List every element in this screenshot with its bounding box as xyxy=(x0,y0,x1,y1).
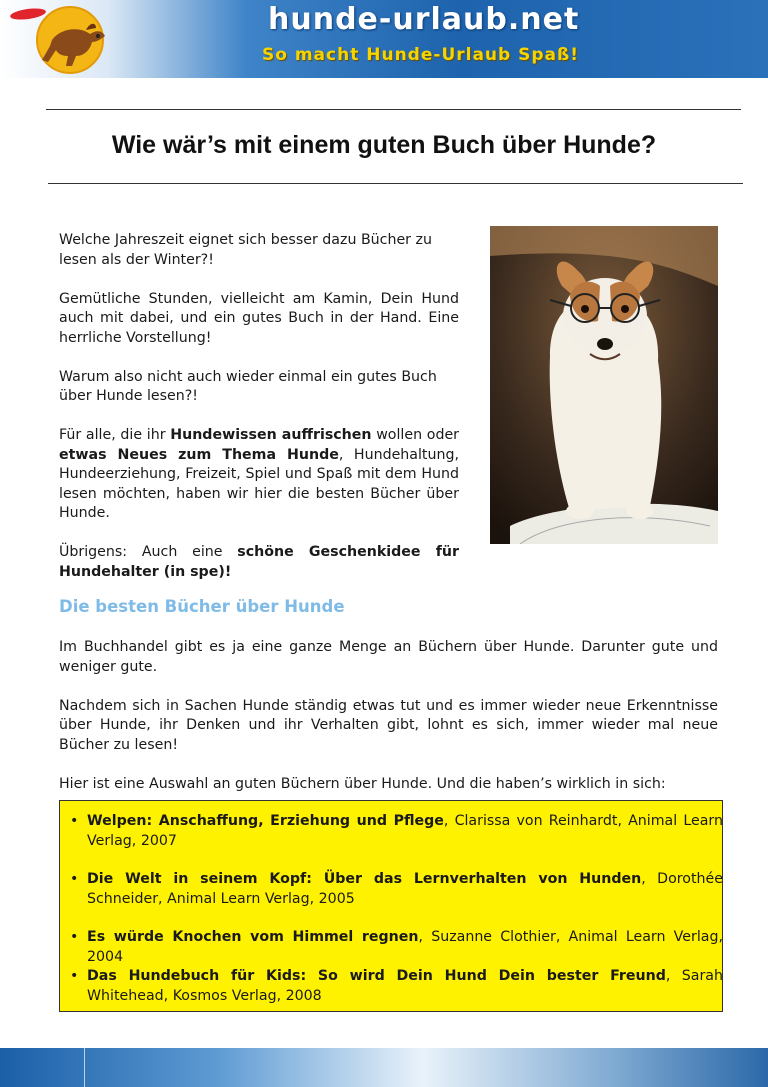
dog-logo-icon xyxy=(10,0,130,76)
bullet-icon: • xyxy=(70,813,79,829)
intro-paragraph: Warum also nicht auch wieder einmal ein gutes Buch über Hunde lesen?! xyxy=(59,368,437,404)
list-item xyxy=(70,967,723,1006)
text-run: Übrigens: Auch eine xyxy=(59,544,238,560)
intro-paragraph: Gemütliche Stunden, vielleicht am Kamin, Dein Hund auch mit dabei, und ein gutes Buch in der Hand. Eine herrliche Vorstellung! xyxy=(59,290,459,346)
page-title: Wie wär’s mit einem guten Buch über Hunde? xyxy=(111,131,657,159)
list-item xyxy=(70,812,723,851)
emphasis-text: Hundewissen auffrischen xyxy=(170,427,372,443)
intro-paragraph xyxy=(59,543,459,582)
emphasis-text: schöne Geschenkidee für Hundehalter (in spe)! xyxy=(59,544,460,580)
book-details: , Sarah Whitehead, Kosmos Verlag, 2008 xyxy=(87,968,723,1004)
intro-paragraph xyxy=(59,426,459,524)
book-title: Welpen: Anschaffung, Erziehung und Pflege xyxy=(87,813,444,829)
bullet-icon: • xyxy=(70,929,79,945)
bullet-icon: • xyxy=(70,871,79,887)
book-details: , Dorothée Schneider, Animal Learn Verlag, 2005 xyxy=(87,871,723,907)
body-paragraph: Im Buchhandel gibt es ja eine ganze Menge an Büchern über Hunde. Darunter gute und weniger gute. xyxy=(59,639,718,675)
intro-text xyxy=(59,231,459,602)
title-top-rule xyxy=(46,109,741,110)
book-title: Es würde Knochen vom Himmel regnen xyxy=(87,929,419,945)
site-name: hunde-urlaub.net xyxy=(268,2,580,37)
footer-bar xyxy=(0,1048,768,1087)
list-item xyxy=(70,928,723,967)
text-run: wollen oder xyxy=(371,427,460,443)
emphasis-text: etwas Neues zum Thema Hunde xyxy=(59,446,339,463)
body-paragraph: Hier ist eine Auswahl an guten Büchern über Hunde. Und die haben’s wirklich in sich: xyxy=(59,775,666,792)
intro-paragraph: Welche Jahreszeit eignet sich besser dazu Bücher zu lesen als der Winter?! xyxy=(59,232,432,268)
section-heading: Die besten Bücher über Hunde xyxy=(59,597,345,616)
book-details: , Suzanne Clothier, Animal Learn Verlag, 2004 xyxy=(87,929,723,965)
section-text xyxy=(59,638,718,814)
title-bottom-rule xyxy=(48,183,743,184)
header-banner xyxy=(0,0,768,78)
text-run: Für alle, die ihr xyxy=(59,427,171,443)
book-title: Das Hundebuch für Kids: So wird Dein Hund Dein bester Freund xyxy=(87,968,666,984)
body-paragraph: Nachdem sich in Sachen Hunde ständig etwas tut und es immer wieder neue Erkenntnisse über Hunde, ihr Denken und ihr Verhalten gibt, lohnt es sich, immer wieder mal neue Bücher zu lesen! xyxy=(59,697,718,753)
book-details: , Clarissa von Reinhardt, Animal Learn Verlag, 2007 xyxy=(87,813,723,849)
text-run: , Hundehaltung, Hundeerziehung, Freizeit, Spiel und Spaß mit dem Hund lesen möchten, haben wir hier die besten Bücher über Hunde. xyxy=(59,446,459,521)
site-tagline: So macht Hunde-Urlaub Spaß! xyxy=(262,45,579,65)
bullet-icon: • xyxy=(70,968,79,984)
dog-with-glasses-photo xyxy=(490,226,718,544)
list-item xyxy=(70,870,723,909)
footer-divider xyxy=(84,1048,85,1087)
book-title: Die Welt in seinem Kopf: Über das Lernverhalten von Hunden xyxy=(87,871,642,887)
book-list-box xyxy=(59,800,723,1012)
